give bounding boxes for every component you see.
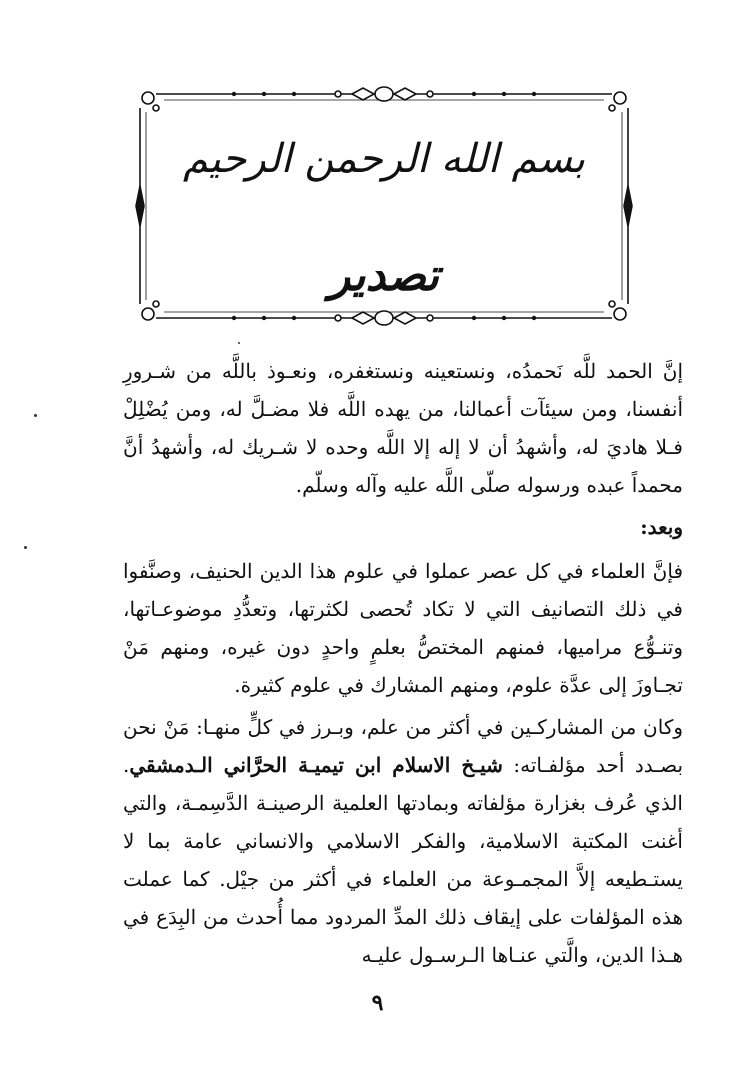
paragraph-text: فإنَّ العلماء في كل عصر عملوا في علوم هذا الدين الحنيف، وصنَّفوا في ذلك التصانيف التي لا تكاد تُحصى لكثرتها، وتعدُّدِ موضوعـاتها، وتنـوُّع مراميها، فمنهم المختصُّ بعلمٍ واحدٍ دون غيره، ومنهم مَنْ تجـاوزَ إلى عدَّة علوم، ومنهم المشارك في علوم كثيرة. [123,559,683,697]
paragraph-text [123,708,683,974]
paragraph-ibn-taymiyya [123,708,683,974]
print-speck [34,414,37,417]
author-name: شيـخ الاسلام ابن تيميـة الحرَّاني الـدمشقي [129,753,503,777]
basmala: بسم الله الرحمن الرحيم [182,136,586,182]
print-speck [238,342,240,344]
ornamental-frame [134,82,634,330]
paragraph-text-end: . الذي عُرف بغزارة مؤلفاته وبمادتها العلمية الرصينـة الدَّسِمـة، والتي أغنت المكتبة الاسلامية، والفكر الاسلامي والانساني عامة بما لا يستـطيعه إلاَّ المجمـوعة من العلماء في أكثر من جيْل. كما عملت هذه المؤلفات على إيقاف ذلك المدِّ المردود مما أُحدث من البِدَع في هـذا الدين، والَّتي عنـاها الـرسـول عليـه [123,753,683,967]
page-number: ٩ [371,990,384,1016]
paragraph-scholars [123,552,683,704]
paragraph-text-start: وكان من المشاركـين في أكثر من علم، وبـرز في كلٍّ منهـا: مَنْ نحن بصـدد أحد مؤلفـاته: [123,715,684,777]
section-heading: تصدير [328,250,440,301]
wabaad-label: وبعد: [640,515,683,539]
print-speck [24,546,27,549]
paragraph-text: إنَّ الحمد للَّه نَحمدُه، ونستعينه ونستغفره، ونعـوذ باللَّه من شـرورِ أنفسنا، ومن سيئآت أعمالنا، من يهده اللَّه فلا مضـلَّ له، ومن يُضْلِلْ فـلا هاديَ له، وأشهدُ أن لا إله إلا اللَّه وحده لا شـريك له، وأشهدُ أنَّ محمداً عبده ورسوله صلّى اللَّه عليه وآله وسلّم. [123,359,684,497]
paragraph-opening [123,352,683,504]
